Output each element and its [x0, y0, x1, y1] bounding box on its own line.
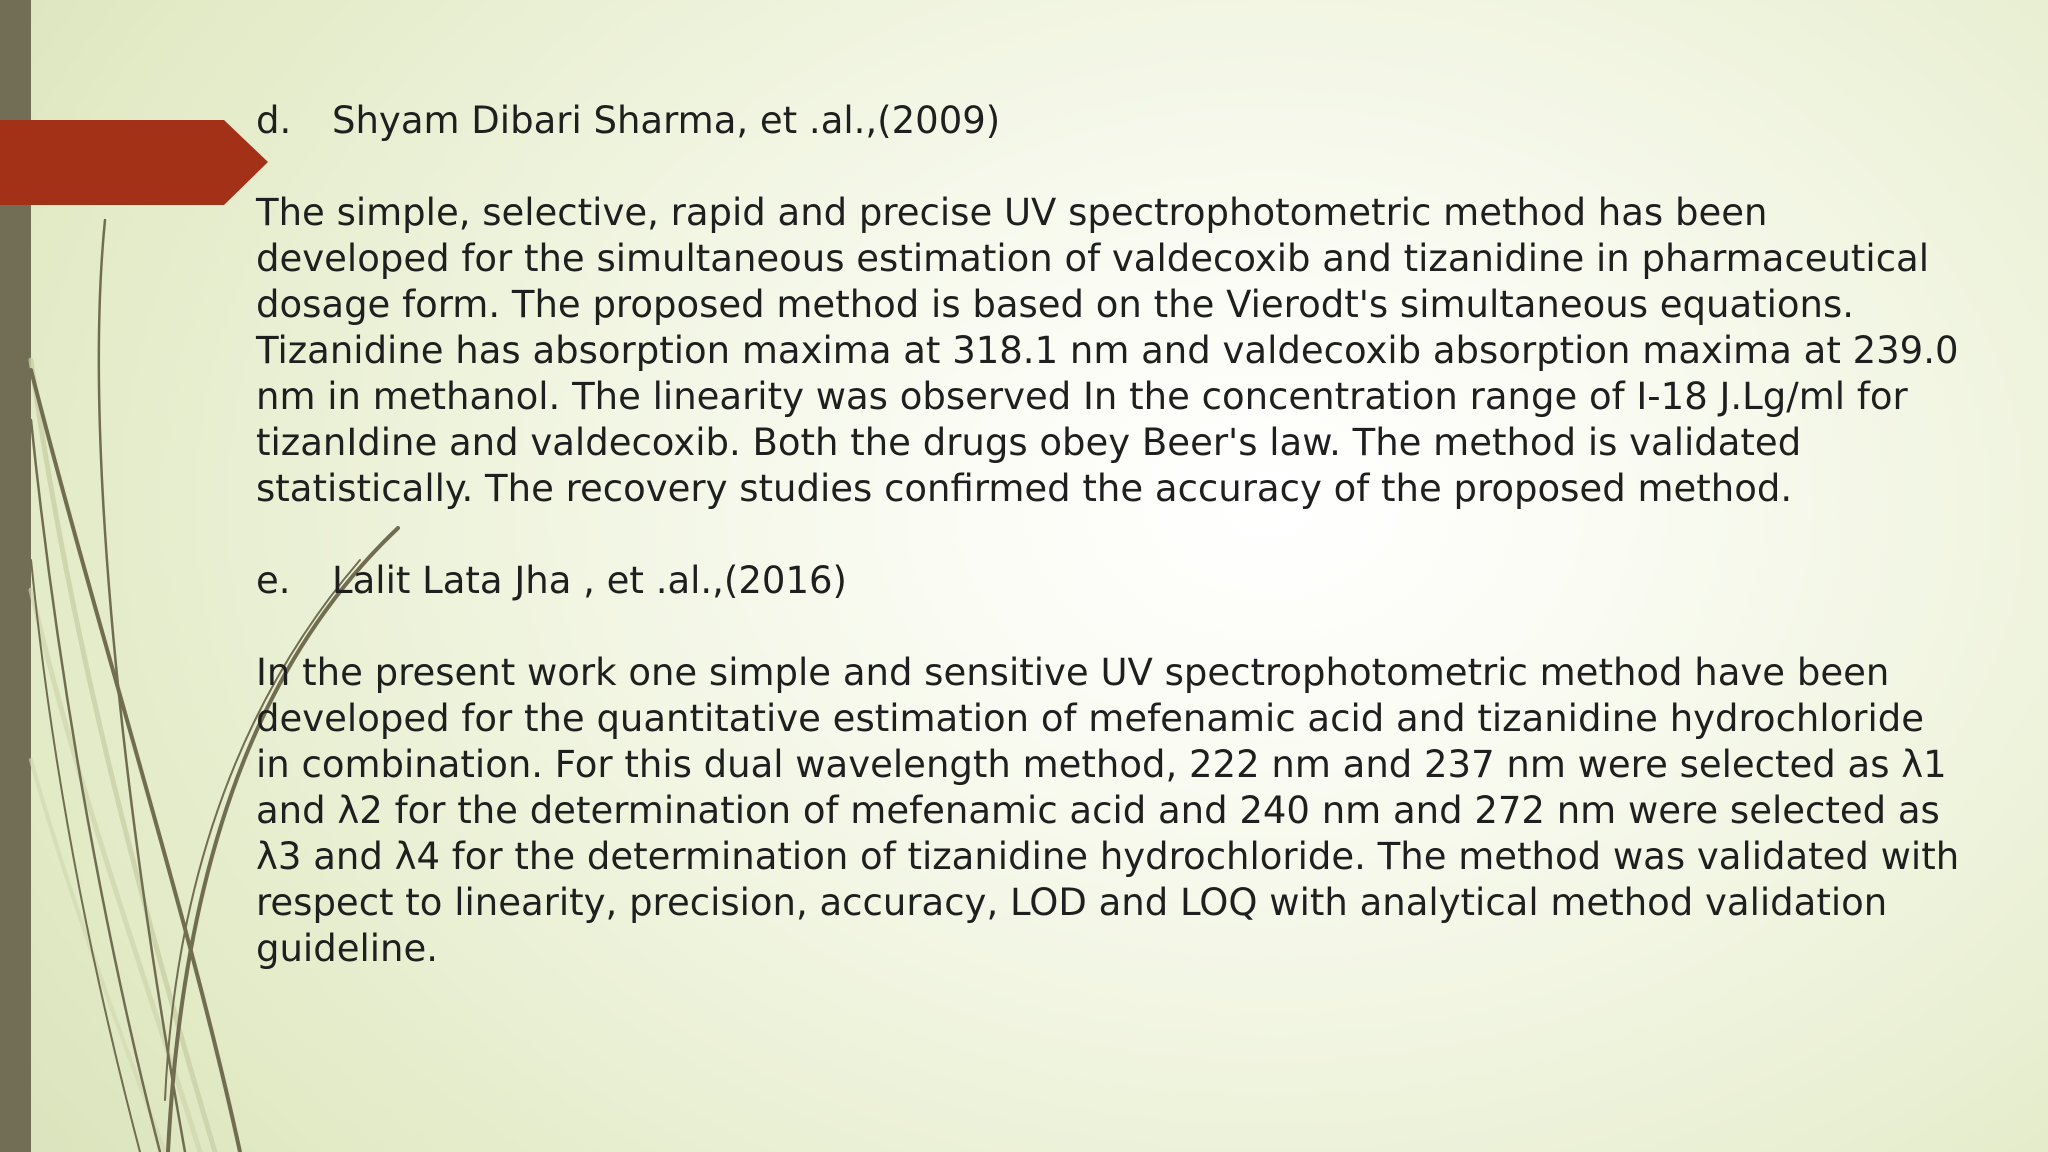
paragraph-line: In the present work one simple and sensitive UV spectrophotometric method have been: [256, 651, 1890, 694]
paragraph-line: λ3 and λ4 for the determination of tizanidine hydrochloride. The method was validated with: [256, 835, 1960, 878]
abstract-paragraph-e: [256, 650, 1976, 972]
paragraph-line: guideline.: [256, 927, 439, 970]
paragraph-line: nm in methanol. The linearity was observed In the concentration range of I-18 J.Lg/ml for: [256, 375, 1908, 418]
paragraph-line: and λ2 for the determination of mefenamic acid and 240 nm and 272 nm were selected as: [256, 789, 1940, 832]
paragraph-line: developed for the quantitative estimation of mefenamic acid and tizanidine hydrochloride: [256, 697, 1925, 740]
list-marker: d.: [256, 99, 292, 142]
paragraph-line: statistically. The recovery studies confirmed the accuracy of the proposed method.: [256, 467, 1793, 510]
citation-text: Shyam Dibari Sharma, et .al.,(2009): [332, 99, 1001, 142]
title-flag-shape: [0, 0, 280, 210]
paragraph-line: The simple, selective, rapid and precise UV spectrophotometric method has been: [256, 191, 1768, 234]
paragraph-line: in combination. For this dual wavelength method, 222 nm and 237 nm were selected as λ1: [256, 743, 1947, 786]
paragraph-line: respect to linearity, precision, accuracy, LOD and LOQ with analytical method validation: [256, 881, 1888, 924]
slide-content: [256, 98, 1976, 1018]
citation-heading-d: [256, 98, 1976, 144]
paragraph-line: dosage form. The proposed method is based on the Vierodt's simultaneous equations.: [256, 283, 1855, 326]
abstract-paragraph-d: [256, 190, 1976, 512]
paragraph-line: Tizanidine has absorption maxima at 318.1 nm and valdecoxib absorption maxima at 239.0: [256, 329, 1959, 372]
paragraph-line: developed for the simultaneous estimation of valdecoxib and tizanidine in pharmaceutical: [256, 237, 1930, 280]
list-marker: e.: [256, 559, 291, 602]
citation-heading-e: [256, 558, 1976, 604]
paragraph-line: tizanIdine and valdecoxib. Both the drugs obey Beer's law. The method is validated: [256, 421, 1802, 464]
citation-text: Lalit Lata Jha , et .al.,(2016): [332, 559, 847, 602]
